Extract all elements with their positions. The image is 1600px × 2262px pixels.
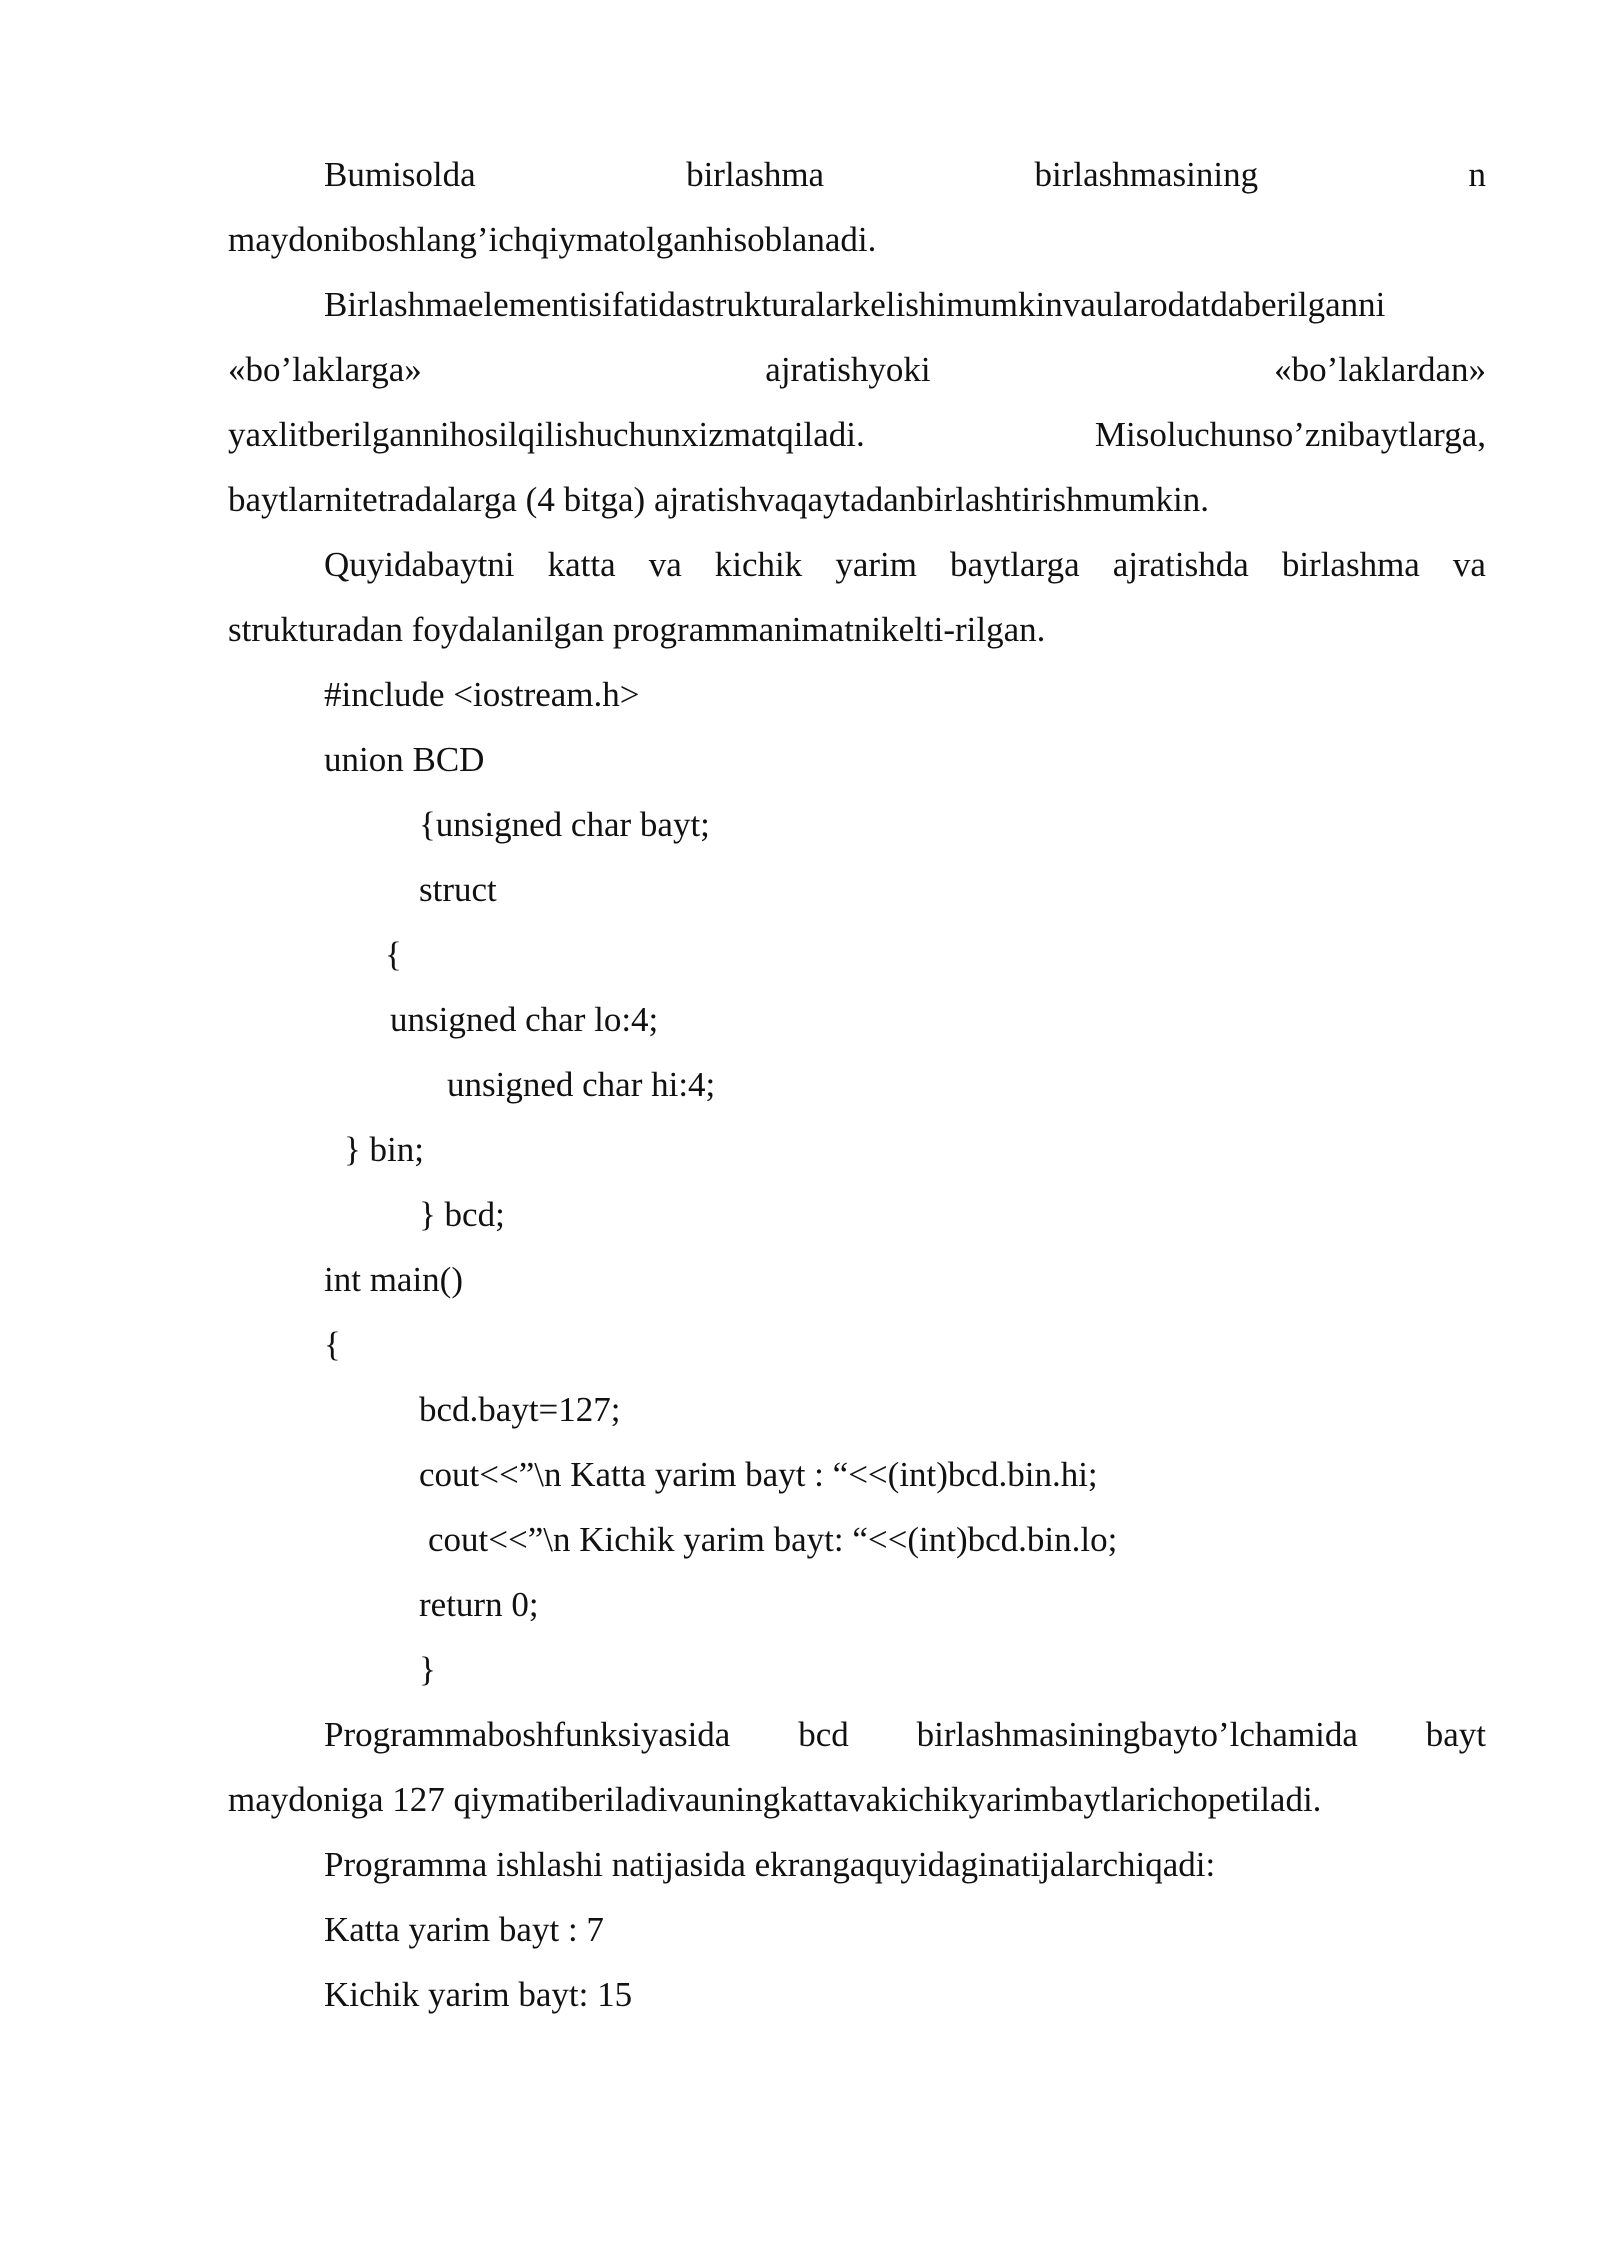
paragraph-2-line-3 — [228, 415, 1486, 455]
paragraph-3-line-2: strukturadan foydalanilgan programmanimatnikelti-rilgan. — [228, 610, 1046, 649]
output-line: Katta yarim bayt : 7 — [324, 1910, 604, 1949]
paragraph-2-line-2 — [228, 350, 1486, 390]
code-line: unsigned char lo:4; — [390, 1000, 659, 1039]
code-line: {unsigned char bayt; — [419, 805, 710, 844]
paragraph-5-line-1: Programma ishlashi natijasida ekrangaquyidaginatijalarchiqadi: — [324, 1845, 1216, 1884]
code-line: } bin; — [344, 1130, 424, 1169]
code-line: int main() — [324, 1260, 463, 1299]
word: yaxlitberilgannihosilqilishuchunxizmatqiladi. — [228, 415, 865, 454]
word: Programmaboshfunksiyasida — [324, 1715, 731, 1754]
word: «bo’laklarga» — [228, 350, 422, 389]
code-line: cout<<”\n Kichik yarim bayt: “<<(int)bcd.bin.lo; — [428, 1520, 1118, 1559]
code-line: bcd.bayt=127; — [419, 1390, 621, 1429]
word: baytlarga — [950, 545, 1080, 584]
code-line: } — [419, 1650, 436, 1689]
word: va — [648, 545, 682, 584]
code-line: { — [324, 1325, 341, 1364]
word: birlashma — [686, 155, 825, 194]
word: Bumisolda — [324, 155, 476, 194]
word: Misoluchunso’znibaytlarga, — [1094, 415, 1486, 454]
output-line: Kichik yarim bayt: 15 — [324, 1975, 633, 2014]
word: katta — [547, 545, 616, 584]
word: n — [1468, 155, 1486, 194]
word: birlashmasiningbayto’lchamida — [916, 1715, 1358, 1754]
word: ajratishyoki — [765, 350, 931, 389]
paragraph-1-line-1 — [324, 155, 1486, 195]
word: kichik — [714, 545, 803, 584]
code-line: } bcd; — [419, 1195, 505, 1234]
paragraph-2-line-1: Birlashmaelementisifatidastrukturalarkelishimumkinvaularodatdaberilganni — [324, 285, 1386, 324]
word: birlashma — [1281, 545, 1420, 584]
code-line: unsigned char hi:4; — [447, 1065, 716, 1104]
code-line: cout<<”\n Katta yarim bayt : “<<(int)bcd.bin.hi; — [419, 1455, 1098, 1494]
paragraph-2-line-4: baytlarnitetradalarga (4 bitga) ajratishvaqaytadanbirlashtirishmumkin. — [228, 480, 1209, 519]
code-line: { — [385, 935, 402, 974]
code-line: struct — [419, 870, 497, 909]
paragraph-1-line-2: maydoniboshlang’ichqiymatolganhisoblanadi. — [228, 220, 877, 259]
word: yarim — [835, 545, 917, 584]
word: va — [1452, 545, 1486, 584]
word: Quyidabaytni — [324, 545, 515, 584]
code-line: #include <iostream.h> — [324, 675, 640, 714]
paragraph-3-line-1 — [324, 545, 1486, 585]
paragraph-4-line-1 — [324, 1715, 1486, 1755]
word: bcd — [798, 1715, 849, 1754]
word: birlashmasining — [1034, 155, 1259, 194]
word: «bo’laklardan» — [1274, 350, 1486, 389]
word: bayt — [1425, 1715, 1486, 1754]
code-line: return 0; — [419, 1585, 539, 1624]
word: ajratishda — [1112, 545, 1249, 584]
paragraph-4-line-2: maydoniga 127 qiymatiberiladivauningkattavakichikyarimbaytlarichopetiladi. — [228, 1780, 1322, 1819]
code-line: union BCD — [324, 740, 485, 779]
